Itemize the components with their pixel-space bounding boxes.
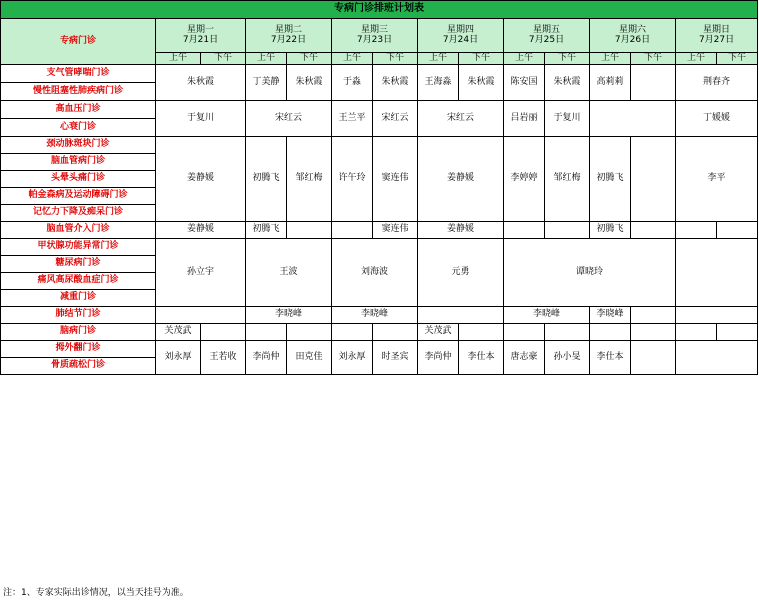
doctor-cell — [676, 341, 758, 375]
doctor-cell: 元勇 — [418, 239, 504, 307]
doctor-cell: 初腾飞 — [590, 137, 631, 222]
doctor-cell: 宋红云 — [418, 101, 504, 137]
doctor-cell — [676, 239, 758, 307]
doctor-cell: 朱秋霞 — [287, 65, 332, 101]
dept-heart-failure: 心衰门诊 — [1, 119, 156, 137]
doctor-cell: 于复川 — [156, 101, 246, 137]
doctor-cell: 关茂武 — [156, 324, 201, 341]
am-header: 上午 — [590, 53, 631, 65]
am-header: 上午 — [156, 53, 201, 65]
doctor-cell: 高莉莉 — [590, 65, 631, 101]
pm-header: 下午 — [459, 53, 504, 65]
doctor-cell — [717, 324, 758, 341]
day-header-thu: 星期四 7月24日 — [418, 19, 504, 53]
doctor-cell — [676, 222, 717, 239]
dept-cerebrovascular-intervention: 脑血管介入门诊 — [1, 222, 156, 239]
doctor-cell — [676, 307, 758, 324]
doctor-cell — [504, 324, 545, 341]
am-header: 上午 — [332, 53, 373, 65]
am-header: 上午 — [246, 53, 287, 65]
doctor-cell — [246, 324, 287, 341]
doctor-cell: 吕岩丽 — [504, 101, 545, 137]
doctor-cell: 宋红云 — [246, 101, 332, 137]
pm-header: 下午 — [287, 53, 332, 65]
doctor-cell: 李尚仲 — [418, 341, 459, 375]
doctor-cell — [545, 324, 590, 341]
dept-gout: 痛风高尿酸血症门诊 — [1, 273, 156, 290]
doctor-cell: 李仕本 — [590, 341, 631, 375]
doctor-cell — [459, 324, 504, 341]
doctor-cell: 李仕本 — [459, 341, 504, 375]
doctor-cell — [545, 222, 590, 239]
dept-osteoporosis: 骨质疏松门诊 — [1, 358, 156, 375]
dept-thyroid: 甲状腺功能异常门诊 — [1, 239, 156, 256]
doctor-cell: 于复川 — [545, 101, 590, 137]
doctor-cell: 朱秋霞 — [545, 65, 590, 101]
doctor-cell: 窦连伟 — [373, 137, 418, 222]
doctor-cell: 刘海波 — [332, 239, 418, 307]
day-header-fri: 星期五 7月25日 — [504, 19, 590, 53]
doctor-cell — [156, 307, 246, 324]
dept-dizziness-headache: 头晕头痛门诊 — [1, 171, 156, 188]
day-header-sat: 星期六 7月26日 — [590, 19, 676, 53]
dept-carotid-plaque: 颈动脉斑块门诊 — [1, 137, 156, 154]
doctor-cell: 窦连伟 — [373, 222, 418, 239]
doctor-cell — [631, 341, 676, 375]
dept-hallux-valgus: 拇外翻门诊 — [1, 341, 156, 358]
doctor-cell — [631, 222, 676, 239]
doctor-cell: 姜静媛 — [418, 137, 504, 222]
dept-encephalopathy: 脑病门诊 — [1, 324, 156, 341]
doctor-cell: 丁媛媛 — [676, 101, 758, 137]
dept-diabetes: 糖尿病门诊 — [1, 256, 156, 273]
dept-cerebrovascular: 脑血管病门诊 — [1, 154, 156, 171]
day-header-wed: 星期三 7月23日 — [332, 19, 418, 53]
doctor-cell: 王兰平 — [332, 101, 373, 137]
doctor-cell: 李晓峰 — [332, 307, 418, 324]
doctor-cell: 刘永厚 — [332, 341, 373, 375]
doctor-cell: 初腾飞 — [590, 222, 631, 239]
doctor-cell: 李平 — [676, 137, 758, 222]
doctor-cell: 朱秋霞 — [156, 65, 246, 101]
doctor-cell: 邹红梅 — [545, 137, 590, 222]
doctor-cell — [418, 307, 504, 324]
doctor-cell: 姜静媛 — [418, 222, 504, 239]
doctor-cell — [676, 324, 717, 341]
doctor-cell — [287, 222, 332, 239]
doctor-cell: 王海淼 — [418, 65, 459, 101]
doctor-cell: 关茂武 — [418, 324, 459, 341]
pm-header: 下午 — [631, 53, 676, 65]
doctor-cell — [332, 324, 373, 341]
doctor-cell: 李婷婷 — [504, 137, 545, 222]
dept-weight-loss: 减重门诊 — [1, 290, 156, 307]
am-header: 上午 — [418, 53, 459, 65]
doctor-cell: 邹红梅 — [287, 137, 332, 222]
doctor-cell: 唐志豪 — [504, 341, 545, 375]
doctor-cell — [287, 324, 332, 341]
doctor-cell: 王波 — [246, 239, 332, 307]
doctor-cell: 许午玲 — [332, 137, 373, 222]
doctor-cell — [332, 222, 373, 239]
pm-header: 下午 — [373, 53, 418, 65]
footnote: 注：1、专家实际出诊情况，以当天挂号为准。 — [3, 588, 189, 598]
am-header: 上午 — [504, 53, 545, 65]
pm-header: 下午 — [201, 53, 246, 65]
doctor-cell: 朱秋霞 — [373, 65, 418, 101]
doctor-cell — [631, 307, 676, 324]
doctor-cell: 田克佳 — [287, 341, 332, 375]
doctor-cell: 李尚仲 — [246, 341, 287, 375]
doctor-cell: 刘永厚 — [156, 341, 201, 375]
table-title: 专病门诊排班计划表 — [1, 1, 758, 19]
dept-lung-nodule: 肺结节门诊 — [1, 307, 156, 324]
pm-header: 下午 — [545, 53, 590, 65]
doctor-cell — [201, 324, 246, 341]
doctor-cell — [373, 324, 418, 341]
doctor-cell: 李晓峰 — [504, 307, 590, 324]
doctor-cell: 朱秋霞 — [459, 65, 504, 101]
dept-parkinson: 帕金森病及运动障碍门诊 — [1, 188, 156, 205]
pm-header: 下午 — [717, 53, 758, 65]
doctor-cell: 初腾飞 — [246, 222, 287, 239]
doctor-cell — [631, 324, 676, 341]
dept-copd: 慢性阻塞性肺疾病门诊 — [1, 83, 156, 101]
doctor-cell: 李晓峰 — [246, 307, 332, 324]
dept-asthma: 支气管哮喘门诊 — [1, 65, 156, 83]
doctor-cell — [590, 101, 676, 137]
day-header-tue: 星期二 7月22日 — [246, 19, 332, 53]
day-header-sun: 星期日 7月27日 — [676, 19, 758, 53]
doctor-cell — [717, 222, 758, 239]
doctor-cell: 丁美静 — [246, 65, 287, 101]
doctor-cell: 陈安国 — [504, 65, 545, 101]
doctor-cell: 于淼 — [332, 65, 373, 101]
doctor-cell: 李晓峰 — [590, 307, 631, 324]
doctor-cell: 时圣宾 — [373, 341, 418, 375]
doctor-cell: 孙小旻 — [545, 341, 590, 375]
day-header-mon: 星期一 7月21日 — [156, 19, 246, 53]
doctor-cell — [631, 65, 676, 101]
doctor-cell — [631, 137, 676, 222]
doctor-cell: 初腾飞 — [246, 137, 287, 222]
doctor-cell: 孙立宇 — [156, 239, 246, 307]
dept-memory-dementia: 记忆力下降及痴呆门诊 — [1, 205, 156, 222]
am-header: 上午 — [676, 53, 717, 65]
doctor-cell: 荆春齐 — [676, 65, 758, 101]
doctor-cell: 姜静媛 — [156, 222, 246, 239]
doctor-cell: 王若收 — [201, 341, 246, 375]
corner-header: 专病门诊 — [1, 19, 156, 65]
doctor-cell — [504, 222, 545, 239]
doctor-cell: 宋红云 — [373, 101, 418, 137]
doctor-cell: 谭晓玲 — [504, 239, 676, 307]
doctor-cell — [590, 324, 631, 341]
doctor-cell: 姜静媛 — [156, 137, 246, 222]
dept-hypertension: 高血压门诊 — [1, 101, 156, 119]
